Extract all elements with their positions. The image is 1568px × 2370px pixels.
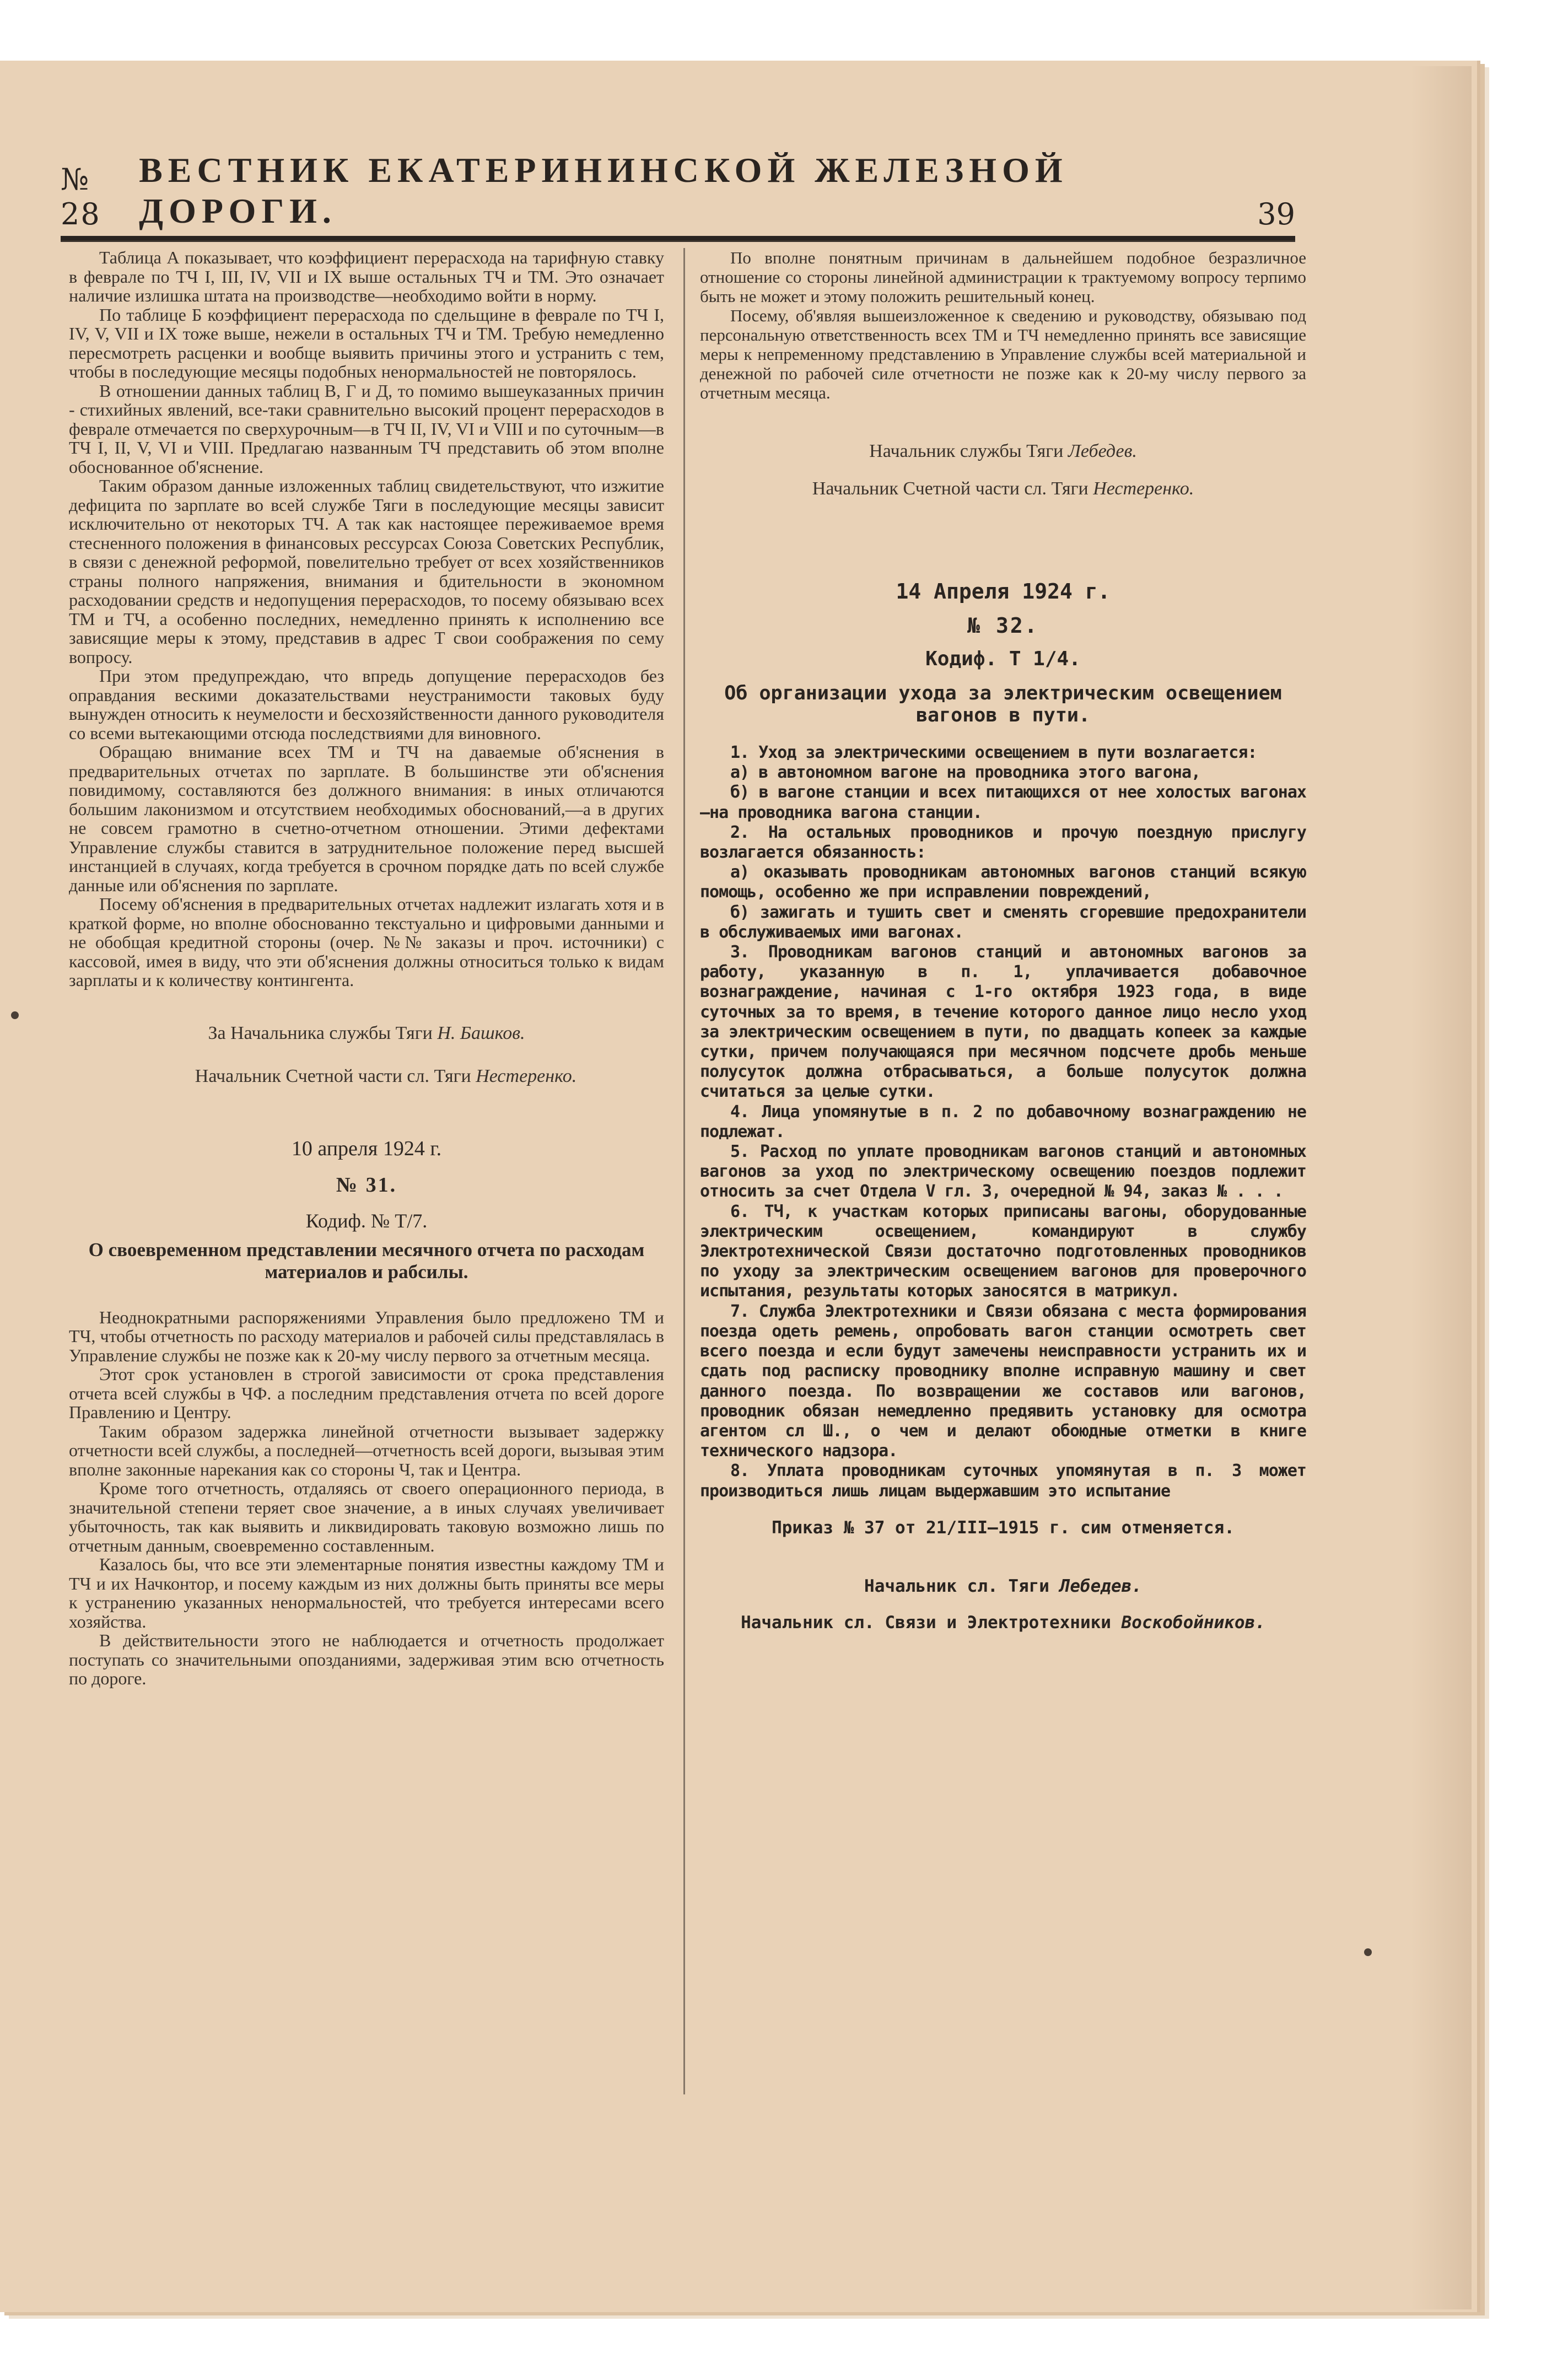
- cancel-note: Приказ № 37 от 21/III—1915 г. сим отменяется.: [772, 1517, 1235, 1538]
- signature-role: Начальник службы Тяги: [869, 441, 1064, 461]
- page-edge-shadow: [1411, 66, 1472, 2309]
- paragraph: Кроме того отчетность, отдаляясь от своего операционного периода, в значительной степени теряет свое значение, а в иных случаях увеличивает убыточность, так как выявить и ликвидировать таковую возможно лишь по отчетным данным, своевременно составленным.: [69, 1478, 664, 1555]
- paragraph: Таким образом данные изложенных таблиц свидетельствуют, что изжитие дефицита по зарплате во всей службе Тяги в последующие месяцы зависит исключительно от некоторых ТЧ. А так как настоящее переживаемое время стесненного положения в финансовых рессурсах Союза Советских Республик, в связи с денежной реформой, повелительно требует от всех хозяйственников страны полного напряжения, внимания и бдительности в экономном расходовании средств и недопущения перерасходов, то посему обязываю всех ТМ и ТЧ, а особенно последних, немедленно принять к исполнению все зависящие меры к этому, представив в адрес Т свои соображения по сему вопросу.: [69, 476, 664, 667]
- page-header: [61, 150, 1295, 241]
- signature-name: Нестеренко.: [476, 1065, 577, 1086]
- paragraph: Посему об'яснения в предварительных отчетах надлежит излагать хотя и в краткой форме, но вполне обоснованно текстуально и цифровыми данными и не обобщая кредитной стороны (очер. №№ заказы и проч. источники) с кассовой, имея в виду, что эти об'яснения должны относиться только к видам зарплаты и к количеству контингента.: [69, 894, 664, 990]
- order-codif: Кодиф. № Т/7.: [305, 1209, 428, 1232]
- paragraph: В отношении данных таблиц В, Г и Д, то помимо вышеуказанных причин - стихийных явлений, все-таки сравнительно высокий процент перерасходов в феврале отмечается по сверхурочным—в ТЧ II, IV, VI и VIII и по суточным—в ТЧ I, II, V, VI и VIII. Предлагаю назвaнным ТЧ представить об этом вполне обоснованное об'яснение.: [69, 380, 664, 477]
- left-column: [69, 248, 664, 1688]
- signature-role: Начальник сл. Связи и Электротехники: [741, 1612, 1111, 1633]
- paragraph: В действительности этого не наблюдается и отчетность продолжает поступать со значительными опозданиями, задерживая этим всю отчетность по дороге.: [69, 1630, 664, 1688]
- paragraph: Казалось бы, что все эти элементарные понятия известны каждому ТМ и ТЧ и их Начконтор, и посему каждым из них должны быть приняты все меры к устранению указанных ненормальностей, что требуется интересами всего хозяйства.: [69, 1554, 664, 1631]
- signature-line: [700, 441, 1306, 462]
- signature-line: [700, 1613, 1306, 1633]
- order-date: 10 апреля 1924 г.: [291, 1136, 442, 1160]
- paragraph: Посему, об'являя вышеизложенное к сведению и руководству, обязываю под персональную ответственность всех ТМ и ТЧ немедленно принять все зависящие меры к непременному представлению в Управление службы всей материальной и денежной по рабочей силе отчетности не позже как к 20-му числу первого за отчетным месяца.: [700, 306, 1306, 402]
- order-32: [700, 499, 1306, 1633]
- signature-role: Начальник Счетной части сл. Тяги: [812, 478, 1089, 499]
- paragraph: При этом предупреждаю, что впредь допущение перерасходов без оправдания вескими доказательствами неустранимости таковых буду вынужден относить к неумелости и бесхозяйственности данного руководителя со всеми вытекающими отсюда последствиями для виновного.: [69, 666, 664, 743]
- signature-line: [700, 478, 1306, 499]
- signature-name: Нестеренко.: [1093, 478, 1194, 499]
- column-divider: [683, 248, 685, 2094]
- order-subitem: а) в автономном вагоне на проводника этого вагона,: [730, 763, 1201, 783]
- order-item: 5. Расход по уплате проводникам вагонов станций и автономных вагонов за уход по электрическому освещению поездов подлежит относить за счет Отдела V гл. 3, очередной № 94, заказ № . . .: [700, 1142, 1306, 1202]
- order-item: 3. Проводникам вагонов станций и автономных вагонов за работу, указанную в п. 1, уплачивается добавочное вознаграждение, начиная с 1-го октября 1923 года, в виде суточных за то время, в течение которого данное лицо несло уход за электрическим освещением в пути, по двадцать копеек за каждые сутки, причем получающаяся при месячном подсчете дробь меньше полусуток должна отбрасываться, а больше полусуток должна считаться за целые сутки.: [700, 942, 1306, 1102]
- order-item: 1. Уход за электрическими освещением в пути возлагается:: [730, 743, 1257, 762]
- order-title: О своевременном представлении месячного отчета по расходам материалов и рабсилы.: [88, 1238, 645, 1283]
- order-item: 7. Служба Электротехники и Связи обязана с места формирования поезда одеть ремень, опробовать вагон станции осмотреть свет всего поезда и если будут замечены неисправности устранить их и сдать под расписку проводнику вполне исправную машину и свет данного поезда. По возвращении же составов или вагонов, проводник обязан немедленно предявить установку для осмотра агентом сл Ш., о чем и делают обоюдные отметки в книге технического надзора.: [700, 1301, 1306, 1461]
- order-item: 4. Лица упомянутые в п. 2 по добавочному вознаграждению не подлежат.: [700, 1102, 1306, 1141]
- paragraph: Таблица А показывает, что коэффициент перерасхода на тарифную ставку в феврале по ТЧ I, III, IV, VII и IX выше остальных ТЧ и ТМ. Это означает наличие излишка штата на производстве—необходимо войти в норму.: [69, 247, 664, 305]
- header-rule: [61, 240, 1295, 242]
- order-number: № 32.: [967, 613, 1039, 638]
- paragraph: По таблице Б коэффициент перерасхода по сдельщине в феврале по ТЧ I, IV, V, VII и IX тоже выше, нежели в остальных ТЧ и ТМ. Требую немедленно пересмотреть расценки и вообще выявить причины этого и устранить с тем, чтобы в последующие месяцы подобных ненормальностей не повторялось.: [69, 304, 664, 381]
- order-item: 2. На остальных проводников и прочую поездную прислугу возлагается обязанность:: [700, 822, 1306, 863]
- newspaper-title: ВЕСТНИК ЕКАТЕРИНИНСКОЙ ЖЕЛЕЗНОЙ ДОРОГИ.: [139, 150, 1068, 230]
- page-number: 39: [1257, 197, 1295, 231]
- signature-role: За Начальника службы Тяги: [208, 1022, 433, 1043]
- signature-name: Лебедев.: [1068, 441, 1137, 461]
- ink-dot: [11, 1011, 19, 1019]
- order-number: № 31.: [336, 1173, 397, 1197]
- order-item: 6. ТЧ, к участкам которых приписаны вагоны, оборудованные электрическим освещением, командируют в службу Электротехнической Связи достаточно подготовленных проводников по уходу за электрическим освещением вагонов для проверочного испытания, результаты которых заносятся в матрикул.: [700, 1202, 1306, 1301]
- paragraph: Таким образом задержка линейной отчетности вызывает задержку отчетности всей службы, а последней—отчетность всей дороги, вызывая этим вполне законные нарекания как со стороны Ч, так и Центра.: [69, 1421, 664, 1479]
- order-date: 14 Апреля 1924 г.: [896, 579, 1111, 604]
- paragraph: Обращаю внимание всех ТМ и ТЧ на даваемые об'яснения в предварительных отчетах по зарплате. В большинстве эти об'яснения повидимому, составляются без должного внимания: в иных отличаются большим лаконизмом и отсутствием необходимых обоснований,—а в других не совсем грамотно в счетно-отчетном отношении. Этими дефектами Управление службы ставится в затруднительное положение перед высшей инстанцией в случаях, когда требуется в срочном порядке дать по всей службе данные или об'яснения по зарплате.: [69, 742, 664, 895]
- paragraph: Неоднократными распоряжениями Управления было предложено ТМ и ТЧ, чтобы отчетность по расходу материалов и рабочей силы представлялась в Управление службы не позже как к 20-му числу первого за отчетным месяца.: [69, 1307, 664, 1365]
- order-item: 8. Уплата проводникам суточных упомянутая в п. 3 может производиться лишь лицам выдержавшим это испытание: [700, 1461, 1306, 1501]
- paragraph: По вполне понятным причинам в дальнейшем подобное безразличное отношение со стороны линейной администрации к трактуемому вопросу терпимо быть не может и этому положить решительный конец.: [700, 248, 1306, 306]
- ink-dot: [1364, 1948, 1372, 1956]
- signature-role: Начальник Счетной части сл. Тяги: [195, 1065, 471, 1086]
- signature-line: [69, 1023, 664, 1044]
- order-subitem: а) оказывать проводникам автономных вагонов станций всякую помощь, особенно же при исправлении повреждений,: [700, 863, 1306, 902]
- order-subitem: б) зажигать и тушить свет и сменять сгоревшие предохранители в обслуживаемых ими вагонах.: [700, 902, 1306, 942]
- signature-line: [700, 1576, 1306, 1596]
- paragraph: Этот срок установлен в строгой зависимости от срока представления отчета всей службы в ЧФ. а последним представления отчета по всей дороге Правлению и Центру.: [69, 1364, 664, 1422]
- right-column: [700, 248, 1306, 1633]
- order-subitem: б) в вагоне станции и всех питающихся от нее холостых вагонах—на проводника вагона станции.: [700, 783, 1306, 822]
- signature-line: [69, 1066, 664, 1087]
- order-codif: Кодиф. Т 1/4.: [925, 648, 1081, 670]
- signature-role: Начальник сл. Тяги: [864, 1576, 1049, 1596]
- order-title: Об организации ухода за электрическим освещением вагонов в пути.: [724, 682, 1282, 726]
- signature-name: Н. Башков.: [437, 1022, 525, 1043]
- signature-name: Воскобойников.: [1121, 1612, 1265, 1633]
- signature-name: Лебедев.: [1059, 1576, 1142, 1596]
- issue-number: № 28: [61, 162, 101, 231]
